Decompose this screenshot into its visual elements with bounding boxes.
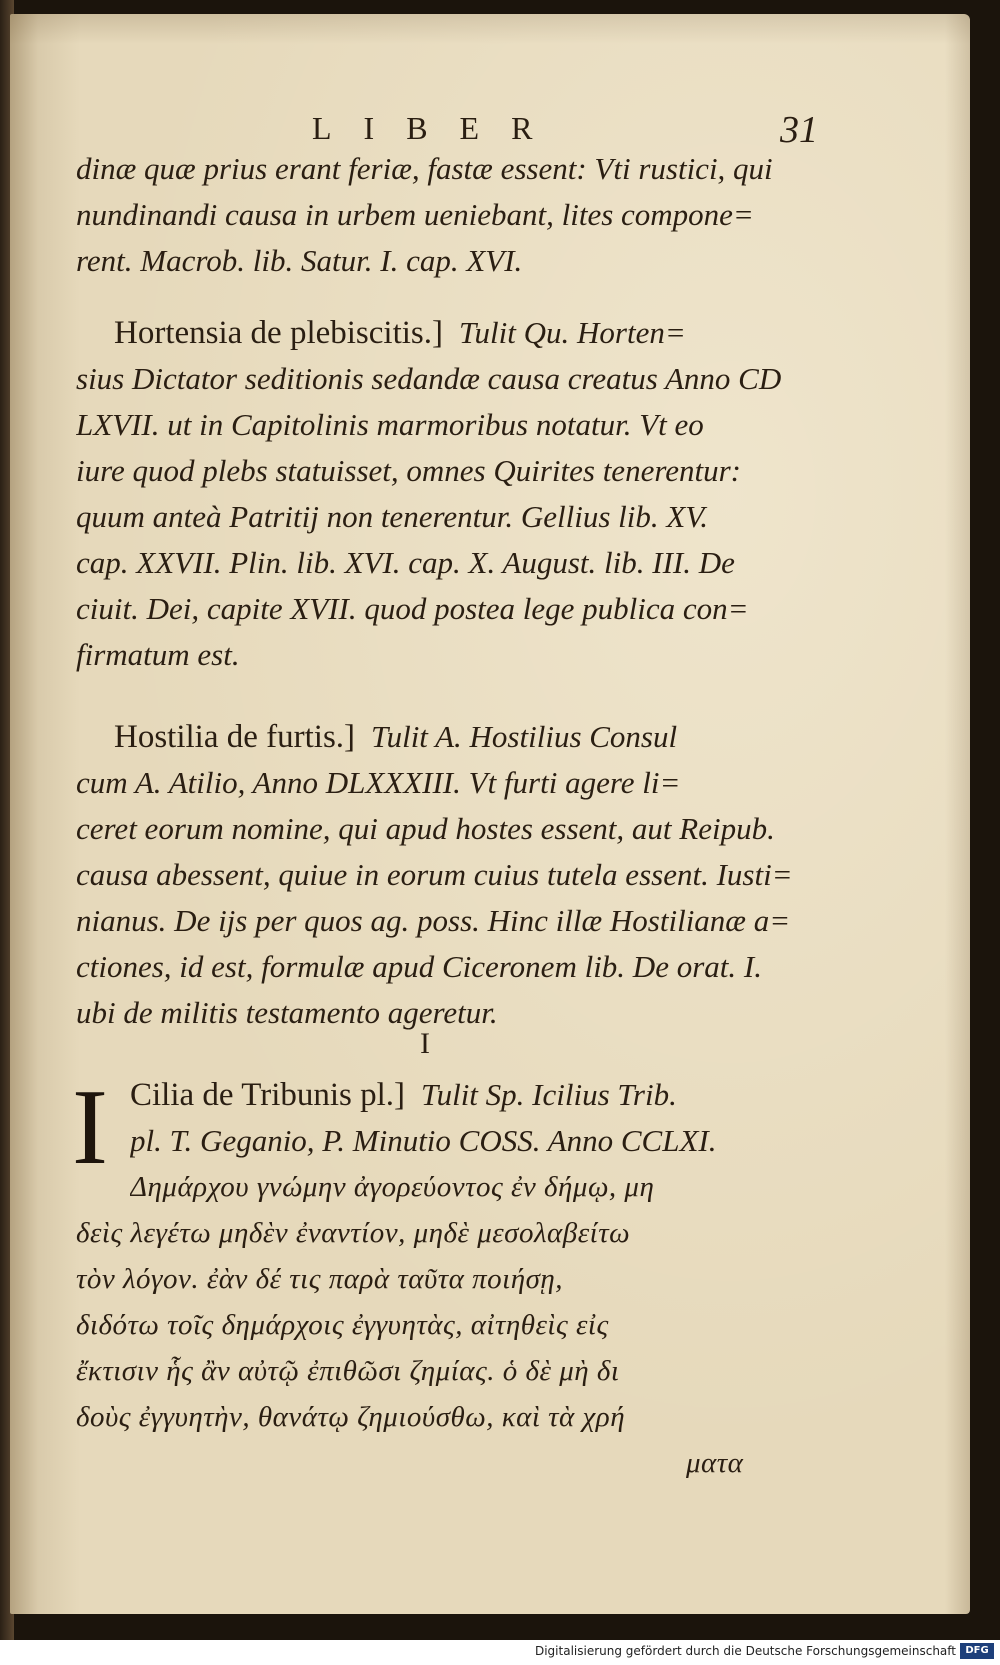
dfg-logo: DFG bbox=[960, 1643, 994, 1659]
text-line: firmatum est. bbox=[76, 638, 240, 672]
icilia-lemma: Cilia de Tribunis pl.] bbox=[130, 1078, 406, 1112]
drop-cap: I bbox=[72, 1068, 108, 1187]
text-line: sius Dictator seditionis sedandæ causa creatus Anno CD bbox=[76, 362, 782, 396]
icilia-second-line: pl. T. Geganio, P. Minutio COSS. Anno CCLXI. bbox=[130, 1124, 717, 1158]
icilia-first-text: Tulit Sp. Icilius Trib. bbox=[421, 1078, 677, 1112]
greek-line: ἔκτισιν ἧς ἂν αὐτῷ ἐπιθῶσι ζημίας. ὁ δὲ μὴ δι bbox=[76, 1355, 620, 1387]
greek-line: δοὺς ἐγγυητὴν, θανάτῳ ζημιούσθω, καὶ τὰ χρή bbox=[76, 1401, 626, 1433]
page-number: 31 bbox=[780, 109, 818, 151]
greek-line: διδότω τοῖς δημάρχοις ἐγγυητὰς, αἰτηθεὶς εἰς bbox=[76, 1309, 609, 1341]
hortensia-first-text: Tulit Qu. Horten= bbox=[459, 316, 686, 350]
greek-line: Δημάρχου γνώμην ἀγορεύοντος ἐν δήμῳ, μη bbox=[130, 1171, 655, 1203]
greek-line: δεὶς λεγέτω μηδὲν ἐναντίον, μηδὲ μεσολαβείτω bbox=[76, 1217, 631, 1249]
hostilia-first-line bbox=[114, 720, 796, 754]
greek-line: τὸν λόγον. ἐὰν δέ τις παρὰ ταῦτα ποιήσῃ, bbox=[76, 1263, 564, 1295]
text-line: ctiones, id est, formulæ apud Ciceronem lib. De orat. I. bbox=[76, 950, 762, 984]
book-page bbox=[10, 14, 970, 1614]
hortensia-lemma: Hortensia de plebiscitis.] bbox=[114, 316, 444, 350]
text-line: quum anteà Patritij non tenerentur. Gellius lib. XV. bbox=[76, 500, 709, 534]
footer-bar bbox=[0, 1640, 1000, 1665]
digitization-credit: Digitalisierung gefördert durch die Deutsche Forschungsgemeinschaft bbox=[534, 1644, 956, 1658]
hostilia-lemma: Hostilia de furtis.] bbox=[114, 720, 356, 754]
text-line: nundinandi causa in urbem ueniebant, lites compone= bbox=[76, 198, 754, 232]
text-line: causa abessent, quiue in eorum cuius tutela essent. Iusti= bbox=[76, 858, 793, 892]
section-letter: I bbox=[420, 1027, 430, 1060]
text-line: nianus. De ijs per quos ag. poss. Hinc illæ Hostilianæ a= bbox=[76, 904, 791, 938]
text-line: cum A. Atilio, Anno DLXXXIII. Vt furti agere li= bbox=[76, 766, 681, 800]
text-line: iure quod plebs statuisset, omnes Quirites tenerentur: bbox=[76, 454, 742, 488]
hortensia-first-line bbox=[114, 316, 796, 350]
icilia-first-line bbox=[130, 1078, 796, 1112]
text-line: ciuit. Dei, capite XVII. quod postea lege publica con= bbox=[76, 592, 749, 626]
page-header bbox=[10, 106, 970, 156]
text-line: rent. Macrob. lib. Satur. I. cap. XVI. bbox=[76, 244, 523, 278]
text-line: ceret eorum nomine, qui apud hostes essent, aut Reipub. bbox=[76, 812, 775, 846]
text-line: dinæ quæ prius erant feriæ, fastæ essent: Vti rustici, qui bbox=[76, 152, 773, 186]
hostilia-first-text: Tulit A. Hostilius Consul bbox=[371, 720, 678, 754]
running-head: LIBER bbox=[312, 110, 565, 146]
text-line: ubi de militis testamento ageretur. bbox=[76, 996, 498, 1030]
catchword: ματα bbox=[686, 1447, 744, 1479]
text-line: LXVII. ut in Capitolinis marmoribus notatur. Vt eo bbox=[76, 408, 704, 442]
text-line: cap. XXVII. Plin. lib. XVI. cap. X. August. lib. III. De bbox=[76, 546, 735, 580]
